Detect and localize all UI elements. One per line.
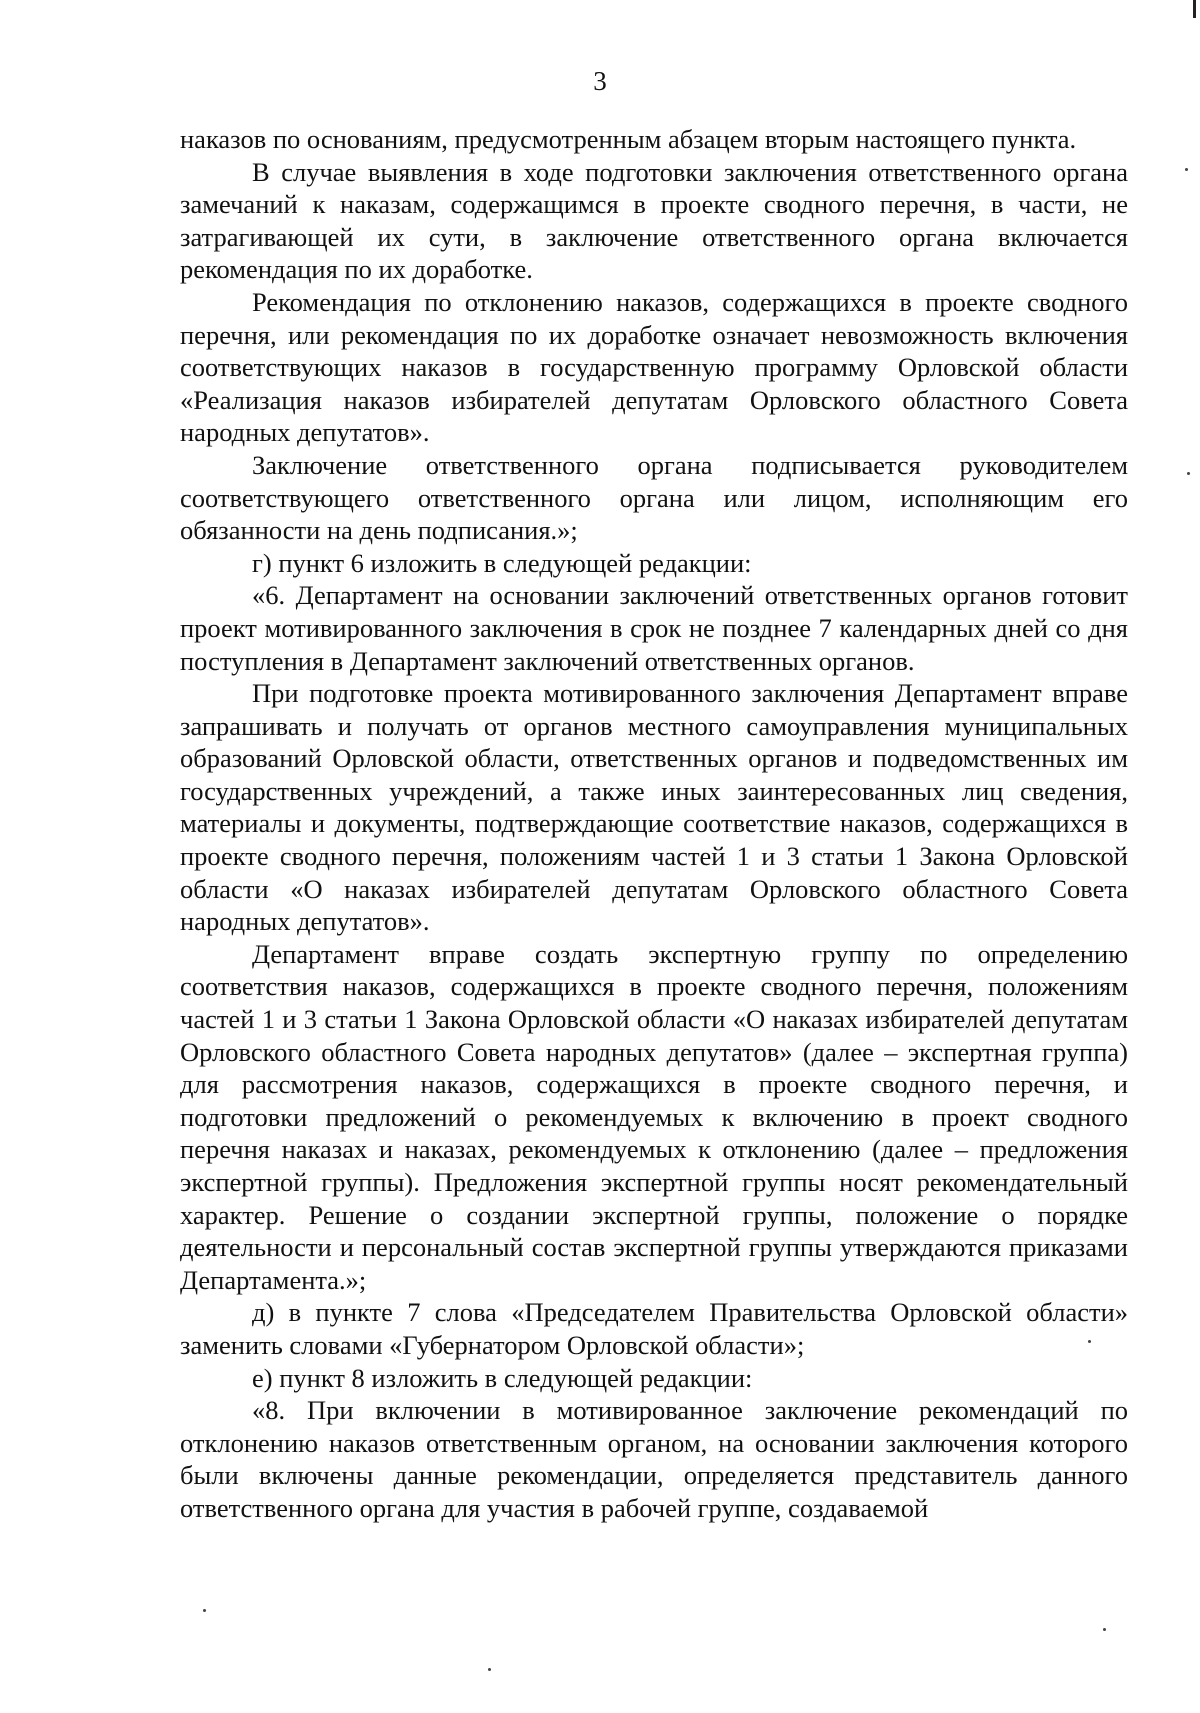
scan-speck: [1185, 168, 1188, 171]
scan-speck: [1187, 472, 1190, 475]
scan-speck: [488, 1668, 491, 1671]
scan-edge-mark: [1193, 0, 1196, 18]
scan-speck: [1088, 1340, 1091, 1343]
paragraph-subitem: г) пункт 6 изложить в следующей редакции:: [252, 547, 752, 578]
page-number: 3: [593, 66, 607, 96]
scan-speck: [203, 1609, 206, 1612]
paragraph: Заключение ответственного органа подписывается руководителем соответствующего ответственного органа или лицом, исполняющим его обязанности на день подписания.»;: [180, 449, 1128, 546]
paragraph: «6. Департамент на основании заключений ответственных органов готовит проект мотивированного заключения в срок не позднее 7 календарных дней со дня поступления в Департамент заключений ответственных органов.: [180, 580, 1128, 676]
paragraph: Департамент вправе создать экспертную группу по определению соответствия наказов, содержащихся в проекте сводного перечня, положениям частей 1 и 3 статьи 1 Закона Орловской области «О наказах избирателей депутатам Орловского областного Совета народных депутатов» (далее – экспертная группа) для рассмотрения наказов, содержащихся в проекте сводного перечня, и подготовки предложений о рекомендуемых к включению в проект сводного перечня наказах и наказах, рекомендуемых к отклонению (далее – предложения экспертной группы). Предложения экспертной группы носят рекомендательный характер. Решение о создании экспертной группы, положение о порядке деятельности и персональный состав экспертной группы утверждаются приказами Департамента.»;: [180, 938, 1128, 1295]
paragraph: Рекомендация по отклонению наказов, содержащихся в проекте сводного перечня, или рекомендация по их доработке означает невозможность включения соответствующих наказов в государственную программу Орловской области «Реализация наказов избирателей депутатам Орловского областного Совета народных депутатов».: [180, 286, 1128, 448]
paragraph-subitem: е) пункт 8 изложить в следующей редакции:: [252, 1362, 753, 1393]
paragraph: В случае выявления в ходе подготовки заключения ответственного органа замечаний к наказам, содержащимся в проекте сводного перечня, в части, не затрагивающей их сути, в заключение ответственного органа включается рекомендация по их доработке.: [180, 156, 1128, 285]
scan-speck: [1103, 1628, 1106, 1631]
paragraph: «8. При включении в мотивированное заключение рекомендаций по отклонению наказов ответственным органом, на основании заключения которого были включены данные рекомендации, определяется представитель данного ответственного органа для участия в рабочей группе, создаваемой: [180, 1395, 1128, 1523]
document-body: [180, 123, 1128, 1525]
paragraph: При подготовке проекта мотивированного заключения Департамент вправе запрашивать и получать от органов местного самоуправления муниципальных образований Орловской области, ответственных органов и подведомственных им государственных учреждений, а также иных заинтересованных лиц сведения, материалы и документы, подтверждающие соответствие наказов, содержащихся в проекте сводного перечня, положениям частей 1 и 3 статьи 1 Закона Орловской области «О наказах избирателей депутатам Орловского областного Совета народных депутатов».: [180, 678, 1128, 937]
paragraph-continuation: наказов по основаниям, предусмотренным абзацем вторым настоящего пункта.: [180, 124, 1077, 154]
paragraph-subitem: д) в пункте 7 слова «Председателем Правительства Орловской области» заменить словами «Губернатором Орловской области»;: [180, 1297, 1128, 1360]
